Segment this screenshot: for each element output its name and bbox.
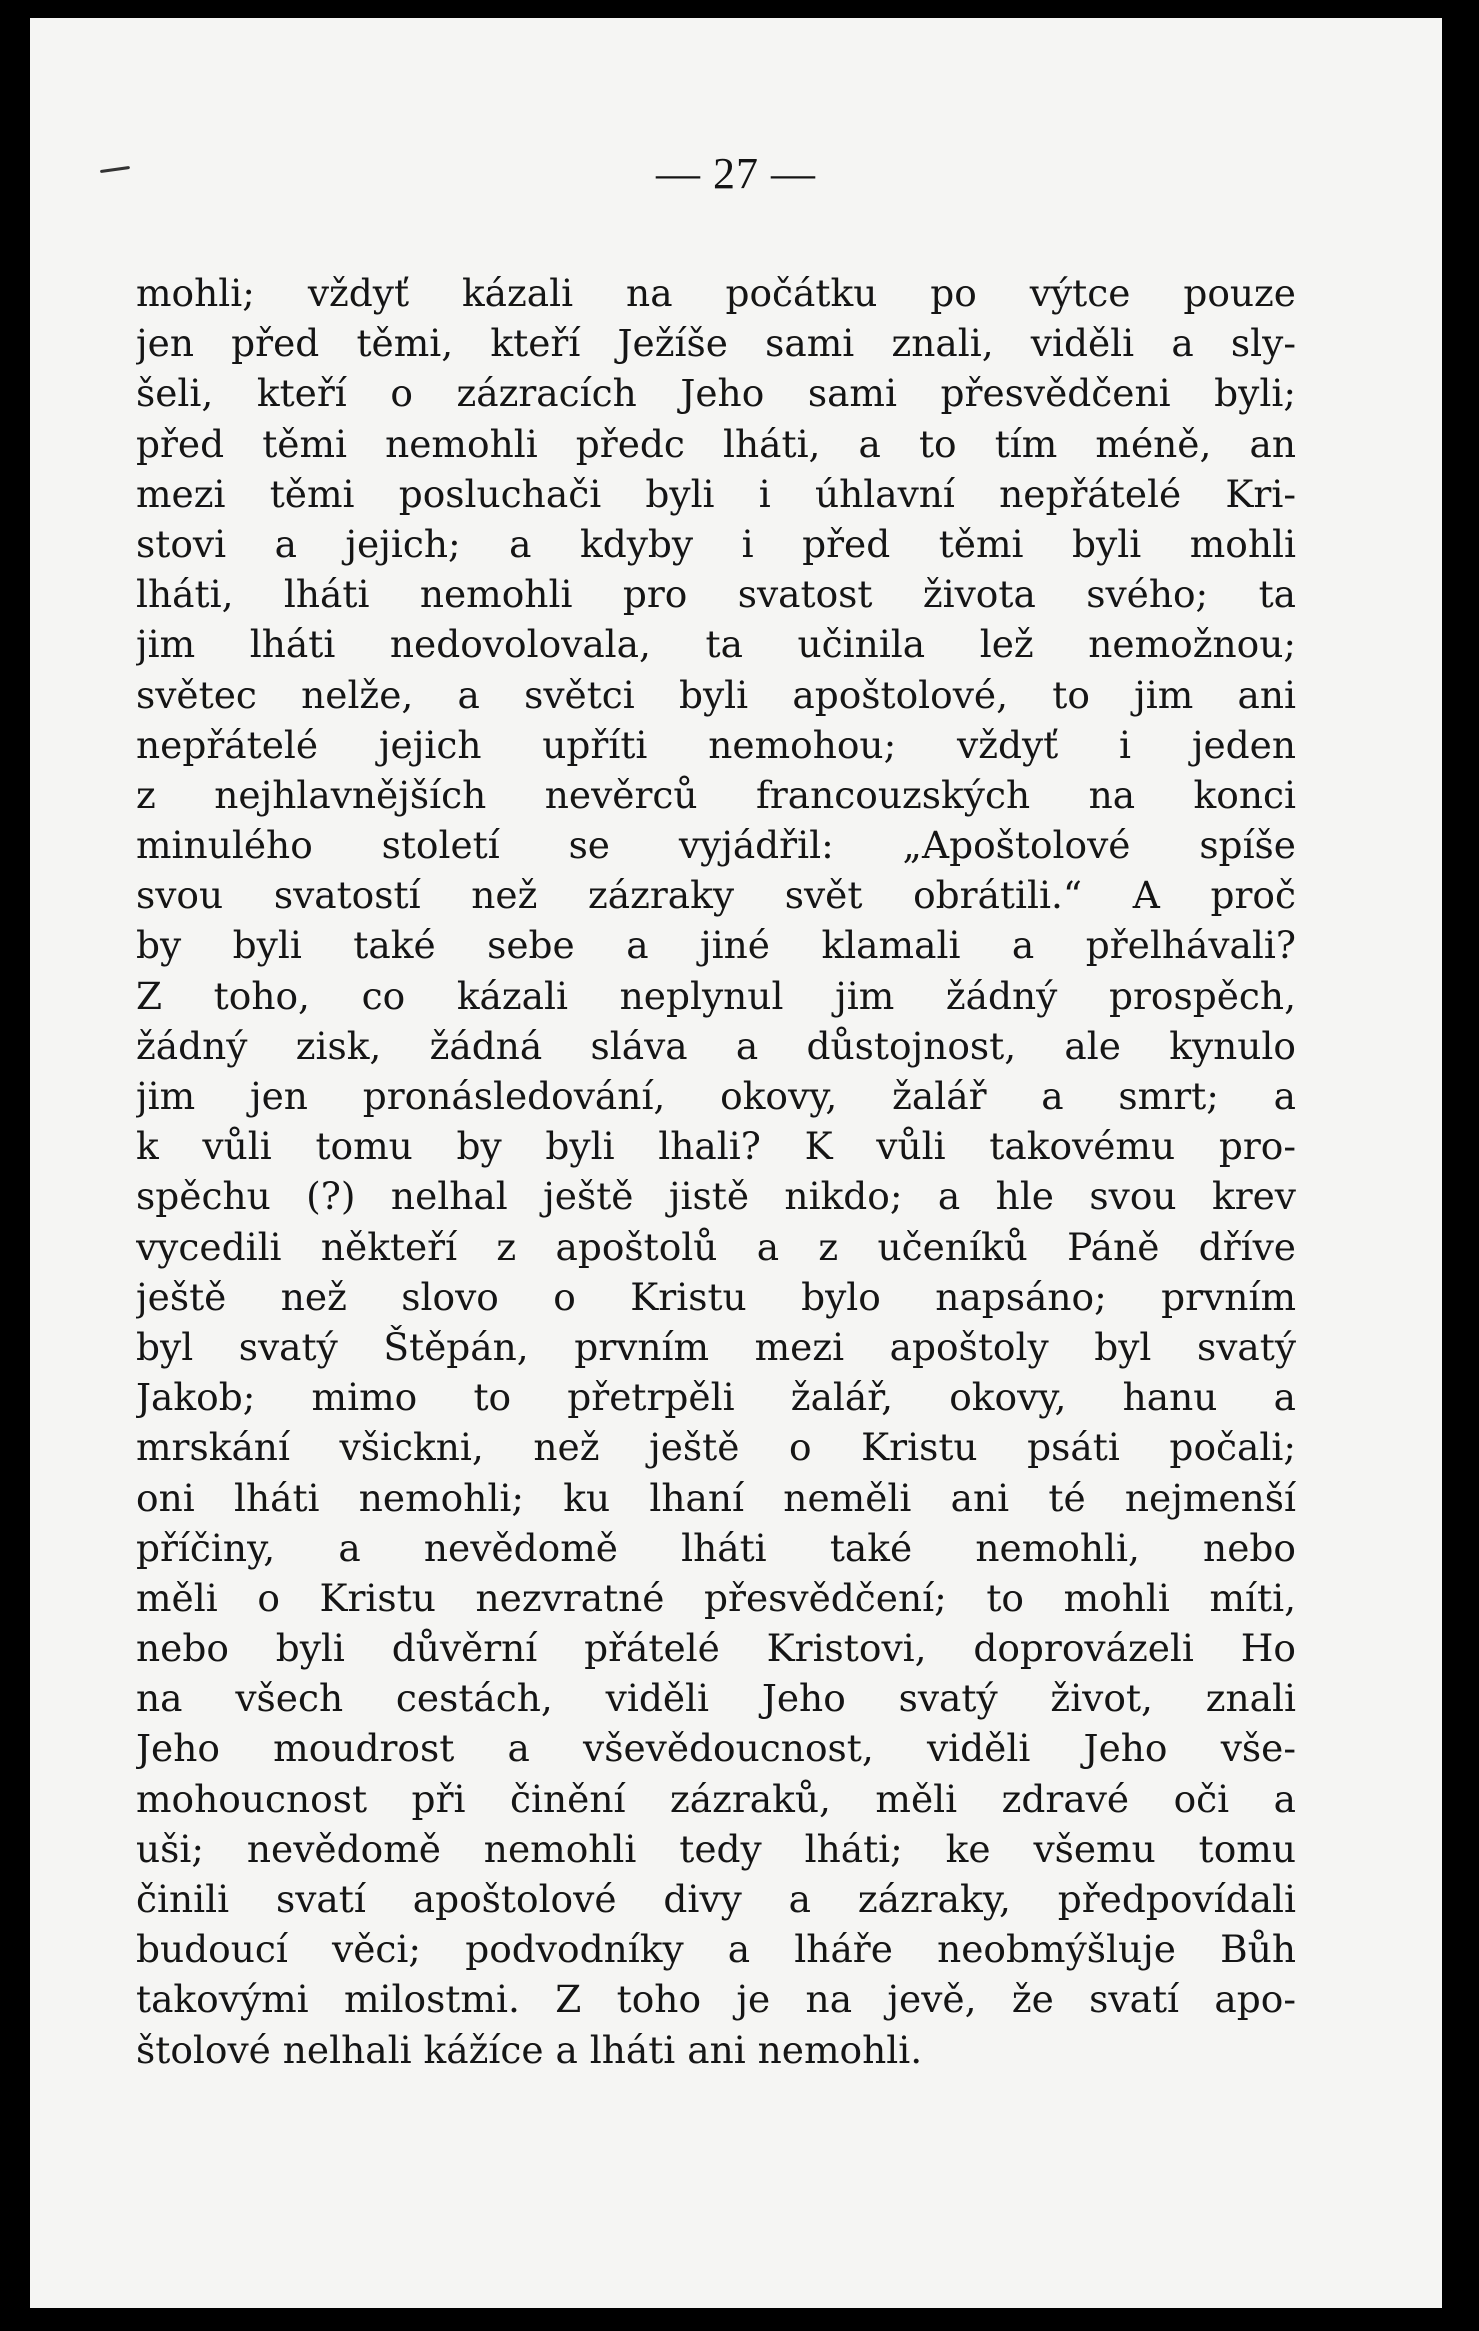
text-line: jim jen pronásledování, okovy, žalář a smrt; a: [136, 1074, 1296, 1118]
text-line: před těmi nemohli předc lháti, a to tím méně, an: [136, 421, 1296, 466]
text-line: na všech cestách, viděli Jeho svatý život, znali: [136, 1676, 1296, 1721]
text-line: oni lháti nemohli; ku lhaní neměli ani té nejmenší: [136, 1475, 1296, 1520]
page-number: — 27 —: [656, 149, 816, 198]
body-text: [136, 268, 1296, 2075]
text-line: byl svatý Štěpán, prvním mezi apoštoly byl svatý: [136, 1324, 1296, 1369]
text-line: by byli také sebe a jiné klamali a přelhávali?: [136, 923, 1296, 968]
text-line: takovými milostmi. Z toho je na jevě, že svatí apo-: [136, 1977, 1296, 2022]
text-line: nebo byli důvěrní přátelé Kristovi, doprovázeli Ho: [136, 1626, 1296, 1671]
text-line: spěchu (?) nelhal ještě jistě nikdo; a hle svou krev: [136, 1174, 1296, 1219]
text-line: ještě než slovo o Kristu bylo napsáno; prvním: [136, 1274, 1296, 1319]
text-line: měli o Kristu nezvratné přesvědčení; to mohli míti,: [136, 1575, 1296, 1620]
text-line: Jeho moudrost a vševědoucnost, viděli Jeho vše-: [136, 1726, 1296, 1771]
text-line: Jakob; mimo to přetrpěli žalář, okovy, hanu a: [136, 1375, 1296, 1420]
book-page: [30, 18, 1442, 2308]
text-line: stovi a jejich; a kdyby i před těmi byli mohli: [136, 521, 1296, 566]
text-line: žádný zisk, žádná sláva a důstojnost, ale kynulo: [136, 1023, 1296, 1068]
text-line: z nejhlavnějších nevěrců francouzských na konci: [136, 772, 1296, 817]
text-line: mohoucnost při činění zázraků, měli zdravé oči a: [136, 1776, 1296, 1821]
text-line: štolové nelhali kážíce a lháti ani nemohli.: [136, 2027, 923, 2072]
text-line: mezi těmi posluchači byli i úhlavní nepřátelé Kri-: [136, 471, 1296, 516]
text-line: jen před těmi, kteří Ježíše sami znali, viděli a sly-: [136, 321, 1296, 366]
text-line: mrskání všickni, než ještě o Kristu psáti počali;: [136, 1425, 1296, 1470]
text-line: činili svatí apoštolové divy a zázraky, předpovídali: [136, 1877, 1296, 1921]
text-line: jim lháti nedovolovala, ta učinila lež nemožnou;: [136, 622, 1296, 667]
text-line: svou svatostí než zázraky svět obrátili.“ A proč: [136, 873, 1296, 918]
text-line: příčiny, a nevědomě lháti také nemohli, nebo: [136, 1525, 1296, 1570]
text-line: k vůli tomu by byli lhali? K vůli takovému pro-: [136, 1124, 1296, 1169]
text-line: minulého století se vyjádřil: „Apoštolové spíše: [136, 823, 1296, 868]
text-line: vycedili někteří z apoštolů a z učeníků Páně dříve: [136, 1224, 1296, 1269]
text-line: Z toho, co kázali neplynul jim žádný prospěch,: [136, 973, 1296, 1018]
text-line: světec nelže, a světci byli apoštolové, to jim ani: [136, 672, 1296, 717]
text-line: nepřátelé jejich upříti nemohou; vždyť i jeden: [136, 722, 1296, 767]
text-line: uši; nevědomě nemohli tedy lháti; ke všemu tomu: [136, 1826, 1296, 1871]
text-line: budoucí věci; podvodníky a lháře neobmýšluje Bůh: [136, 1927, 1296, 1972]
text-line: šeli, kteří o zázracích Jeho sami přesvědčeni byli;: [136, 371, 1296, 416]
text-line: lháti, lháti nemohli pro svatost života svého; ta: [136, 572, 1296, 617]
text-line: mohli; vždyť kázali na počátku po výtce pouze: [136, 271, 1296, 315]
